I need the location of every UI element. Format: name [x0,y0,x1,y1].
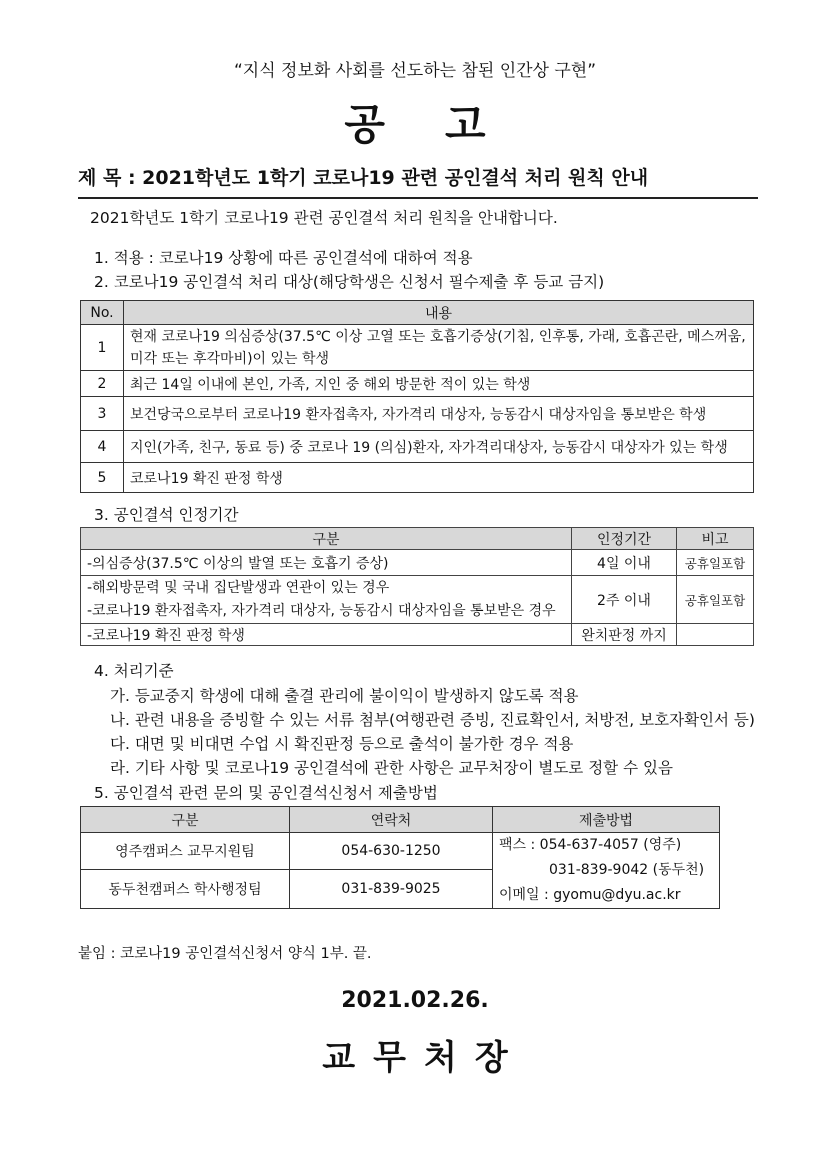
fax-yeongju: 팩스 : 054-637-4057 (영주) [499,837,682,853]
table-row: 2 최근 14일 이내에 본인, 가족, 지인 중 해외 방문한 적이 있는 학생 [81,371,754,397]
subject-line: 제 목 : 2021학년도 1학기 코로나19 관련 공인결석 처리 원칙 안내 [78,163,758,199]
table-row: -해외방문력 및 국내 집단발생과 연관이 있는 경우 -코로나19 환자접촉자, 자가격리 대상자, 능동감시 대상자임을 통보받은 경우 2주 이내 공휴일포함 [81,576,754,624]
attachment-note: 붙임 : 코로나19 공인결석신청서 양식 1부. 끝. [78,946,372,962]
criteria-item: 라. 기타 사항 및 코로나19 공인결석에 관한 사항은 교무처장이 별도로 정할 수 있음 [110,759,673,777]
section-4-criteria: 4. 처리기준 [94,662,174,680]
col-content: 내용 [124,301,754,325]
table-row: 영주캠퍼스 교무지원팀 054-630-1250 팩스 : 054-637-4057 (영주) 031-839-9042 (동두천) 이메일 : gyomu@dyu.ac.kr [81,833,720,870]
criteria-item: 가. 등교중지 학생에 대해 출결 관리에 불이익이 발생하지 않도록 적용 [110,687,579,705]
contact-table: 구분 연락처 제출방법 영주캠퍼스 교무지원팀 054-630-1250 팩스 : 054-637-4057 (영주) 031-839-9042 (동두천) 이메일 : gyomu@dyu.ac.kr 동두천캠퍼스 학사행정팀 031-839-9025 [80,806,720,909]
fax-dongducheon: 031-839-9042 (동두천) [549,862,705,878]
col-no: No. [81,301,124,325]
criteria-item: 나. 관련 내용을 증빙할 수 있는 서류 첨부(여행관련 증빙, 진료확인서, 처방전, 보호자확인서 등) [110,711,755,729]
document-title: 공고 [344,100,546,149]
intro-text: 2021학년도 1학기 코로나19 관련 공인결석 처리 원칙을 안내합니다. [90,209,558,227]
section-2-targets: 2. 코로나19 공인결석 처리 대상(해당학생은 신청서 필수제출 후 등교 금지) [94,273,605,291]
table-row: -코로나19 확진 판정 학생 완치판정 까지 [81,624,754,646]
table-row: -의심증상(37.5℃ 이상의 발열 또는 호흡기 증상) 4일 이내 공휴일포함 [81,550,754,576]
section-1-apply: 1. 적용 : 코로나19 상황에 따른 공인결석에 대하여 적용 [94,249,473,267]
section-3-period: 3. 공인결석 인정기간 [94,506,239,524]
criteria-item: 다. 대면 및 비대면 수업 시 확진판정 등으로 출석이 불가한 경우 적용 [110,735,574,753]
issue-date: 2021.02.26. [341,988,489,1013]
table-row: 5 코로나19 확진 판정 학생 [81,463,754,493]
section-5-contact: 5. 공인결석 관련 문의 및 공인결석신청서 제출방법 [94,784,438,802]
signer: 교무처장 [322,1038,526,1078]
email-address[interactable]: 이메일 : gyomu@dyu.ac.kr [499,887,681,903]
table-row: 동두천캠퍼스 학사행정팀 031-839-9025 [81,869,720,908]
targets-table [80,300,754,493]
motto: “지식 정보화 사회를 선도하는 참된 인간상 구현” [233,61,597,81]
table-row: 1 현재 코로나19 의심증상(37.5℃ 이상 고열 또는 호흡기증상(기침, 인후통, 가래, 호흡곤란, 메스꺼움, 미각 또는 후각마비)이 있는 학생 [81,325,754,371]
table-row: 4 지인(가족, 친구, 동료 등) 중 코로나 19 (의심)환자, 자가격리대상자, 능동감시 대상자가 있는 학생 [81,431,754,463]
table-row: 3 보건당국으로부터 코로나19 환자접촉자, 자가격리 대상자, 능동감시 대상자임을 통보받은 학생 [81,397,754,431]
period-table: 구분 인정기간 비고 -의심증상(37.5℃ 이상의 발열 또는 호흡기 증상) 4일 이내 공휴일포함 -해외방문력 및 국내 집단발생과 연관이 있는 경우 -코로나19 환자접촉자, 자가격리 대상자, 능동감시 대상자임을 통보받은 경우 2주 이내 공휴일포함 -코로나19 확진 판정 학생 완치판정 까지 [80,527,754,646]
